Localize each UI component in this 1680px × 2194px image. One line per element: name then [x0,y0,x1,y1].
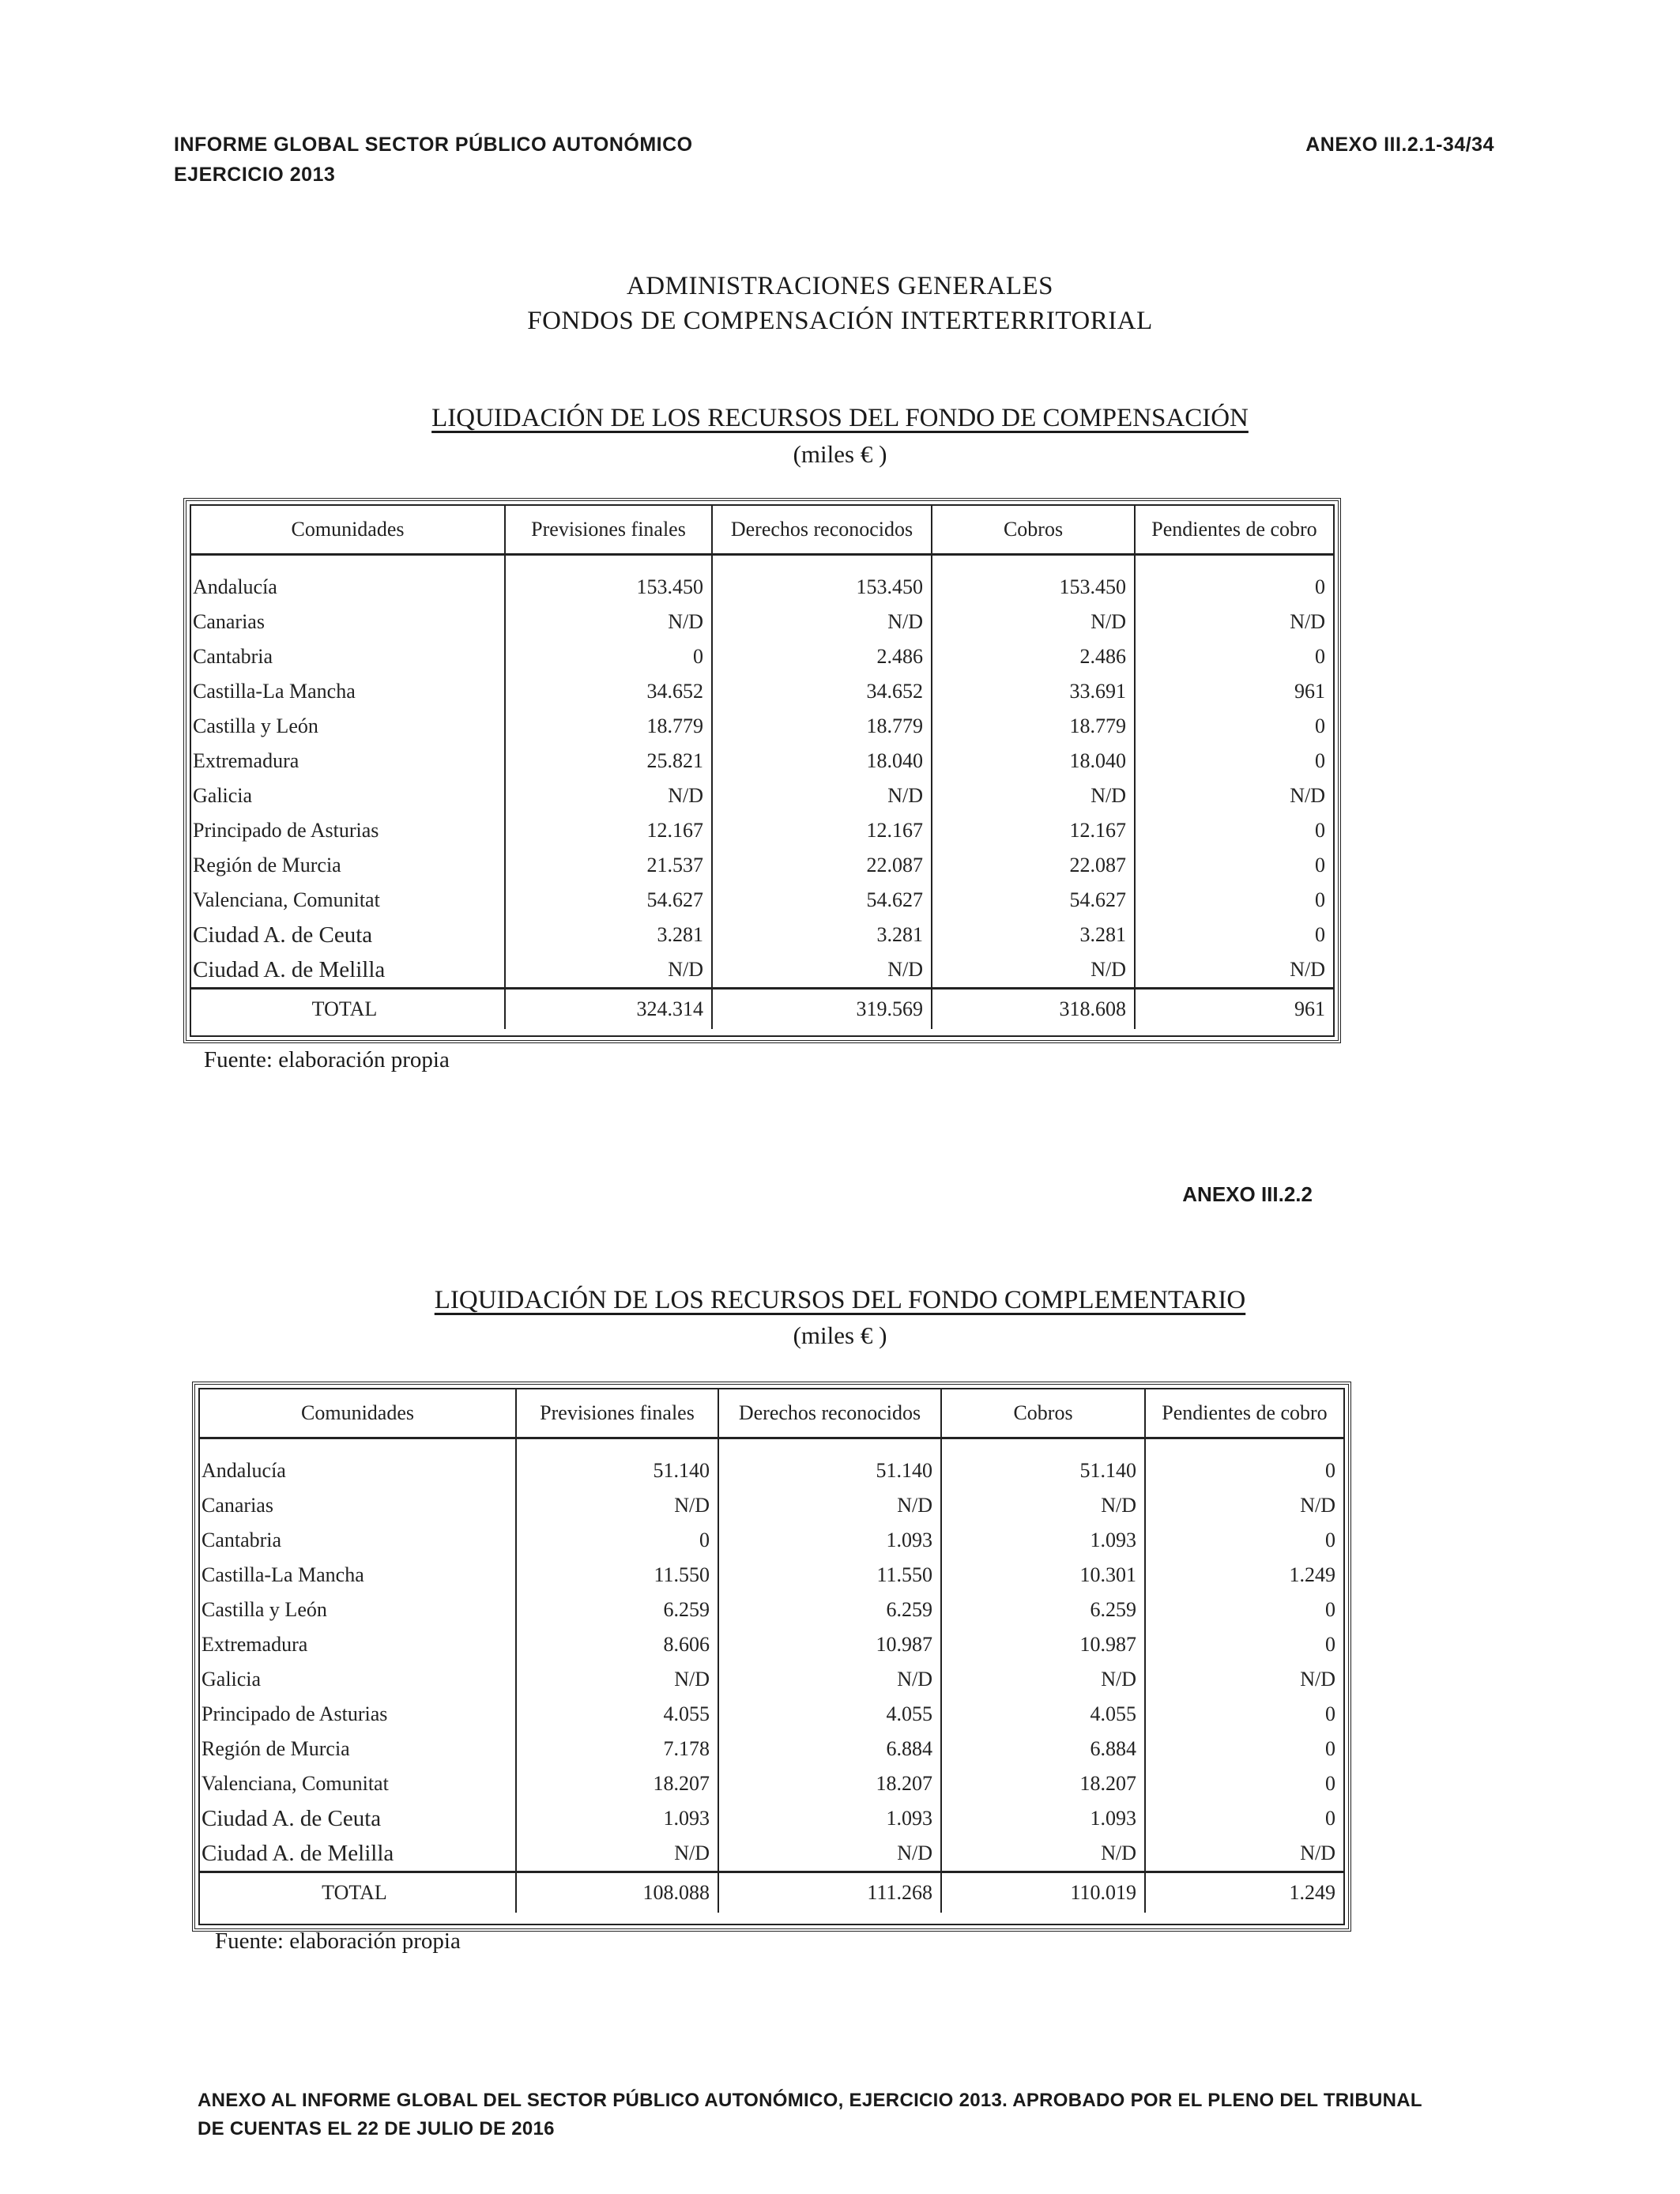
table-row [191,778,1333,813]
community-name-cell: Canarias [200,1488,516,1523]
table-row [191,813,1333,848]
value-cell: 153.450 [932,570,1135,605]
value-cell: N/D [932,778,1135,813]
value-cell: N/D [516,1662,718,1697]
total-value-cell: 108.088 [516,1872,718,1913]
community-name-cell: Principado de Asturias [191,813,505,848]
table-row [200,1523,1343,1558]
value-cell: 11.550 [718,1558,941,1593]
value-cell: N/D [712,778,932,813]
value-cell: 12.167 [505,813,712,848]
value-cell: 0 [505,639,712,674]
value-cell: N/D [1300,1668,1335,1691]
value-cell: 2.486 [712,639,932,674]
community-name-cell: Castilla-La Mancha [200,1558,516,1593]
value-cell: 0 [1325,1598,1335,1621]
col-header: Derechos reconocidos [718,1389,941,1438]
table-row [191,883,1333,918]
col-header: Comunidades [191,506,505,555]
value-cell: 0 [1315,819,1325,842]
value-cell: 0 [1315,645,1325,668]
community-name-cell: Ciudad A. de Ceuta [200,1801,516,1836]
community-name-cell: Valenciana, Comunitat [191,883,505,918]
value-cell: 4.055 [718,1697,941,1732]
value-cell: 18.207 [516,1766,718,1801]
value-cell: 0 [1315,714,1325,737]
value-cell: N/D [712,605,932,639]
value-cell: 51.140 [941,1453,1145,1488]
value-cell: 0 [1325,1737,1335,1760]
table-row [191,674,1333,709]
value-cell: 18.779 [712,709,932,744]
value-cell: 1.093 [941,1523,1145,1558]
value-cell: 54.627 [712,883,932,918]
table-row [200,1558,1343,1593]
community-name-cell: Cantabria [200,1523,516,1558]
value-cell: 18.779 [932,709,1135,744]
value-cell: N/D [1290,784,1325,807]
table1-source: Fuente: elaboración propia [204,1047,450,1072]
value-cell: 3.281 [712,918,932,952]
value-cell: 6.884 [941,1732,1145,1766]
community-name-cell: Castilla-La Mancha [191,674,505,709]
total-value-cell: 1.249 [1145,1872,1343,1913]
community-name-cell: Región de Murcia [191,848,505,883]
table1 [183,498,1341,1043]
table2-unit: (miles € ) [793,1321,887,1349]
table-row [191,605,1333,639]
community-name-cell: Principado de Asturias [200,1697,516,1732]
value-cell: 22.087 [712,848,932,883]
table-row [200,1662,1343,1697]
value-cell: N/D [1300,1842,1335,1864]
col-header: Pendientes de cobro [1135,506,1333,555]
total-row [191,989,1333,1030]
col-header: Previsiones finales [505,506,712,555]
value-cell: N/D [718,1836,941,1872]
total-value-cell: 324.314 [505,989,712,1030]
total-value-cell: 111.268 [718,1872,941,1913]
value-cell: N/D [932,952,1135,989]
page-title-line1: ADMINISTRACIONES GENERALES [626,272,1054,300]
total-value-cell: 110.019 [941,1872,1145,1913]
table1-grid [191,506,1333,1029]
value-cell: 153.450 [712,570,932,605]
value-cell: 1.249 [1289,1563,1335,1586]
value-cell: 7.178 [516,1732,718,1766]
value-cell: N/D [718,1662,941,1697]
value-cell: 3.281 [932,918,1135,952]
footer-line1: ANEXO AL INFORME GLOBAL DEL SECTOR PÚBLICO AUTONÓMICO, EJERCICIO 2013. APROBADO POR EL PLENO DEL TRIBUNAL [198,2090,1422,2111]
value-cell: 0 [1315,854,1325,876]
value-cell: N/D [932,605,1135,639]
community-name-cell: Ciudad A. de Melilla [191,952,505,989]
value-cell: 0 [1325,1702,1335,1725]
value-cell: 10.987 [941,1627,1145,1662]
value-cell: 0 [516,1523,718,1558]
community-name-cell: Andalucía [200,1453,516,1488]
community-name-cell: Ciudad A. de Melilla [200,1836,516,1872]
community-name-cell: Cantabria [191,639,505,674]
value-cell: 51.140 [516,1453,718,1488]
value-cell: 6.259 [718,1593,941,1627]
value-cell: 1.093 [718,1801,941,1836]
table-row [200,1801,1343,1836]
community-name-cell: Extremadura [191,744,505,778]
table-row [200,1627,1343,1662]
community-name-cell: Ciudad A. de Ceuta [191,918,505,952]
value-cell: N/D [712,952,932,989]
value-cell: N/D [941,1662,1145,1697]
report-year: EJERCICIO 2013 [174,164,336,186]
value-cell: 6.884 [718,1732,941,1766]
value-cell: 34.652 [712,674,932,709]
total-value-cell: 961 [1135,989,1333,1030]
value-cell: 0 [1315,888,1325,911]
value-cell: 1.093 [718,1523,941,1558]
community-name-cell: Galicia [200,1662,516,1697]
value-cell: 961 [1294,680,1325,703]
table-row [200,1488,1343,1523]
value-cell: N/D [1290,958,1325,981]
value-cell: 10.987 [718,1627,941,1662]
value-cell: 4.055 [516,1697,718,1732]
value-cell: 8.606 [516,1627,718,1662]
table-row [200,1766,1343,1801]
footer-line2: DE CUENTAS EL 22 DE JULIO DE 2016 [198,2118,555,2139]
col-header: Previsiones finales [516,1389,718,1438]
community-name-cell: Extremadura [200,1627,516,1662]
table-row [191,570,1333,605]
value-cell: 54.627 [932,883,1135,918]
value-cell: 0 [1315,749,1325,772]
table-row [191,709,1333,744]
report-header [174,130,693,190]
total-value-cell: 319.569 [712,989,932,1030]
total-row [200,1872,1343,1913]
table2-header-row [200,1389,1343,1438]
page-footer [198,2087,1501,2143]
value-cell: 6.259 [941,1593,1145,1627]
table-row [191,848,1333,883]
total-label-cell: TOTAL [200,1872,516,1913]
value-cell: 18.207 [941,1766,1145,1801]
community-name-cell: Castilla y León [191,709,505,744]
table-row [191,952,1333,989]
value-cell: 12.167 [712,813,932,848]
table2-source: Fuente: elaboración propia [215,1928,461,1954]
table-row [191,639,1333,674]
value-cell: 0 [1325,1529,1335,1551]
col-header: Derechos reconocidos [712,506,932,555]
value-cell: 21.537 [505,848,712,883]
page-title [0,269,1680,338]
total-label-cell: TOTAL [191,989,505,1030]
value-cell: 10.301 [941,1558,1145,1593]
report-title: INFORME GLOBAL SECTOR PÚBLICO AUTONÓMICO [174,134,693,156]
value-cell: 1.093 [516,1801,718,1836]
table-row [200,1732,1343,1766]
community-name-cell: Valenciana, Comunitat [200,1766,516,1801]
value-cell: 18.040 [932,744,1135,778]
annex-reference: ANEXO III.2.1-34/34 [1305,134,1494,156]
community-name-cell: Galicia [191,778,505,813]
value-cell: 18.779 [505,709,712,744]
community-name-cell: Castilla y León [200,1593,516,1627]
value-cell: 25.821 [505,744,712,778]
table1-unit: (miles € ) [793,440,887,468]
value-cell: 11.550 [516,1558,718,1593]
value-cell: N/D [941,1488,1145,1523]
value-cell: 0 [1325,1772,1335,1795]
table-row [200,1593,1343,1627]
table-row [200,1453,1343,1488]
value-cell: 18.207 [718,1766,941,1801]
community-name-cell: Canarias [191,605,505,639]
value-cell: 33.691 [932,674,1135,709]
total-value-cell: 318.608 [932,989,1135,1030]
value-cell: N/D [718,1488,941,1523]
table2 [192,1382,1351,1932]
table-row [191,744,1333,778]
value-cell: N/D [505,952,712,989]
col-header: Pendientes de cobro [1145,1389,1343,1438]
annex2-reference: ANEXO III.2.2 [1182,1182,1313,1206]
col-header: Comunidades [200,1389,516,1438]
value-cell: 0 [1325,1459,1335,1482]
value-cell: 51.140 [718,1453,941,1488]
community-name-cell: Andalucía [191,570,505,605]
col-header: Cobros [932,506,1135,555]
value-cell: N/D [516,1488,718,1523]
table2-title: LIQUIDACIÓN DE LOS RECURSOS DEL FONDO COMPLEMENTARIO [434,1286,1246,1314]
col-header: Cobros [941,1389,1145,1438]
value-cell: 0 [1315,575,1325,598]
value-cell: N/D [1290,610,1325,633]
value-cell: 34.652 [505,674,712,709]
value-cell: N/D [505,778,712,813]
table-row [200,1836,1343,1872]
value-cell: 1.093 [941,1801,1145,1836]
value-cell: N/D [516,1836,718,1872]
value-cell: 0 [1325,1633,1335,1656]
value-cell: 12.167 [932,813,1135,848]
table1-header-row [191,506,1333,555]
value-cell: 153.450 [505,570,712,605]
value-cell: 22.087 [932,848,1135,883]
community-name-cell: Región de Murcia [200,1732,516,1766]
table2-grid [200,1389,1343,1913]
value-cell: N/D [505,605,712,639]
value-cell: 18.040 [712,744,932,778]
value-cell: 0 [1325,1807,1335,1830]
value-cell: N/D [1300,1494,1335,1517]
page-title-line2: FONDOS DE COMPENSACIÓN INTERTERRITORIAL [527,307,1153,335]
value-cell: 4.055 [941,1697,1145,1732]
value-cell: 2.486 [932,639,1135,674]
table-row [191,918,1333,952]
value-cell: 3.281 [505,918,712,952]
value-cell: N/D [941,1836,1145,1872]
table1-title: LIQUIDACIÓN DE LOS RECURSOS DEL FONDO DE COMPENSACIÓN [431,404,1249,432]
value-cell: 54.627 [505,883,712,918]
value-cell: 6.259 [516,1593,718,1627]
table-row [200,1697,1343,1732]
value-cell: 0 [1315,923,1325,946]
